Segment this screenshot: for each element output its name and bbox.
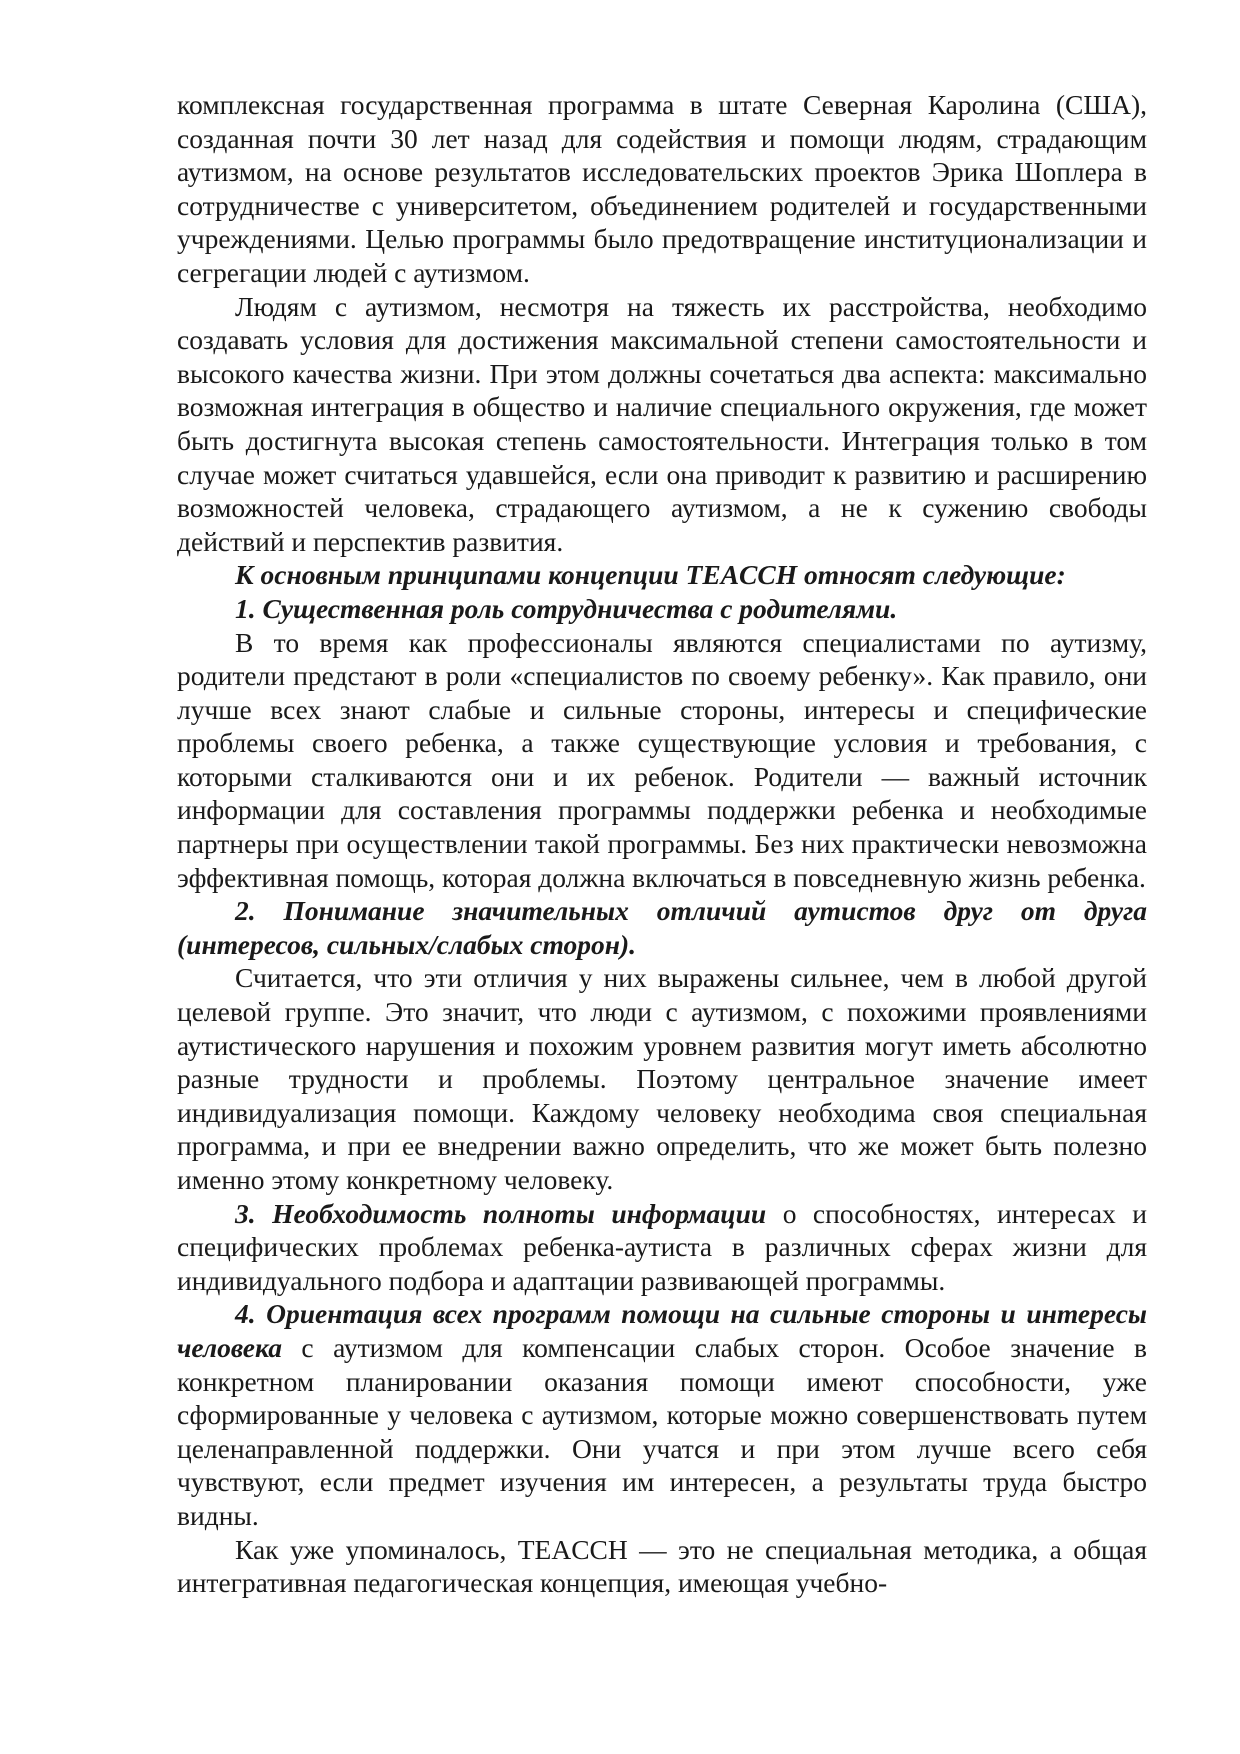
principle-4-heading: 4. Ориентация всех программ помощи на сильные стороны и интересы человека [177,1298,1147,1363]
principle-3-paragraph [177,1197,1147,1298]
principle-1-heading: 1. Существенная роль сотрудничества с родителями. [235,592,898,624]
principle-2-heading: 2. Понимание значительных отличий аутистов друг от друга (интересов, сильных/слабых сторон). [177,895,1147,960]
principle-3-text: о способностях, интересах и специфических проблемах ребенка-аутиста в различных сферах жизни для индивидуального подбора и адаптации развивающей программы. [177,1197,1148,1296]
principle-4-text: с аутизмом для компенсации слабых сторон. Особое значение в конкретном планировании оказания помощи имеют способности, уже сформированные у человека с аутизмом, которые можно совершенствовать путем целенаправленной поддержки. Они учатся и при этом лучше всего себя чувствуют, если предмет изучения им интересен, а результаты труда быстро видны. [177,1331,1147,1531]
principle-4-paragraph [177,1297,1147,1532]
paragraph-parents: В то время как профессионалы являются специалистами по аутизму, родители предстают в роли «специалистов по своему ребенку». Как правило, они лучше всех знают слабые и сильные стороны, интересы и специфические проблемы своего ребенка, а также существующие условия и требования, с которыми сталкиваются они и их ребенок. Родители — важный источник информации для составления программы поддержки ребенка и необходимые партнеры при осуществлении такой программы. Без них практически невозможна эффективная помощь, которая должна включаться в повседневную жизнь ребенка. [177,626,1147,893]
paragraph-integration: Людям с аутизмом, несмотря на тяжесть их расстройства, необходимо создавать условия для достижения максимальной степени самостоятельности и высокого качества жизни. При этом должны сочетаться два аспекта: максимально возможная интеграция в общество и наличие специального окружения, где может быть достигнута высокая степень самостоятельности. Интеграция только в том случае может считаться удавшейся, если она приводит к развитию и расширению возможностей человека, страдающего аутизмом, а не к сужению свободы действий и перспектив развития. [177,290,1147,557]
paragraph-differences: Считается, что эти отличия у них выражены сильнее, чем в любой другой целевой группе. Это значит, что люди с аутизмом, с похожими проявлениями аутистического нарушения и похожим уровнем развития могут иметь абсолютно разные трудности и проблемы. Поэтому центральное значение имеет индивидуализация помощи. Каждому человеку необходима своя специальная программа, и при ее внедрении важно определить, что же может быть полезно именно этому конкретному человеку. [177,962,1147,1195]
principle-3-heading: 3. Необходимость полноты информации [235,1197,767,1229]
paragraph-teacch-concept: Как уже упоминалось, TEACCH — это не специальная методика, а общая интегративная педагогическая концепция, имеющая учебно- [177,1533,1147,1599]
principles-heading: К основным принципами концепции TEACCH относят следующие: [235,559,1066,591]
body-text [177,88,1147,1600]
paragraph-program-description: комплексная государственная программа в штате Северная Каролина (США), созданная почти 30 лет назад для содействия и помощи людям, страдающим аутизмом, на основе результатов исследовательских проектов Эрика Шоплера в сотрудничестве с университетом, объединением родителей и государственными учреждениями. Целью программы было предотвращение институционализации и сегрегации людей с аутизмом. [177,89,1147,288]
